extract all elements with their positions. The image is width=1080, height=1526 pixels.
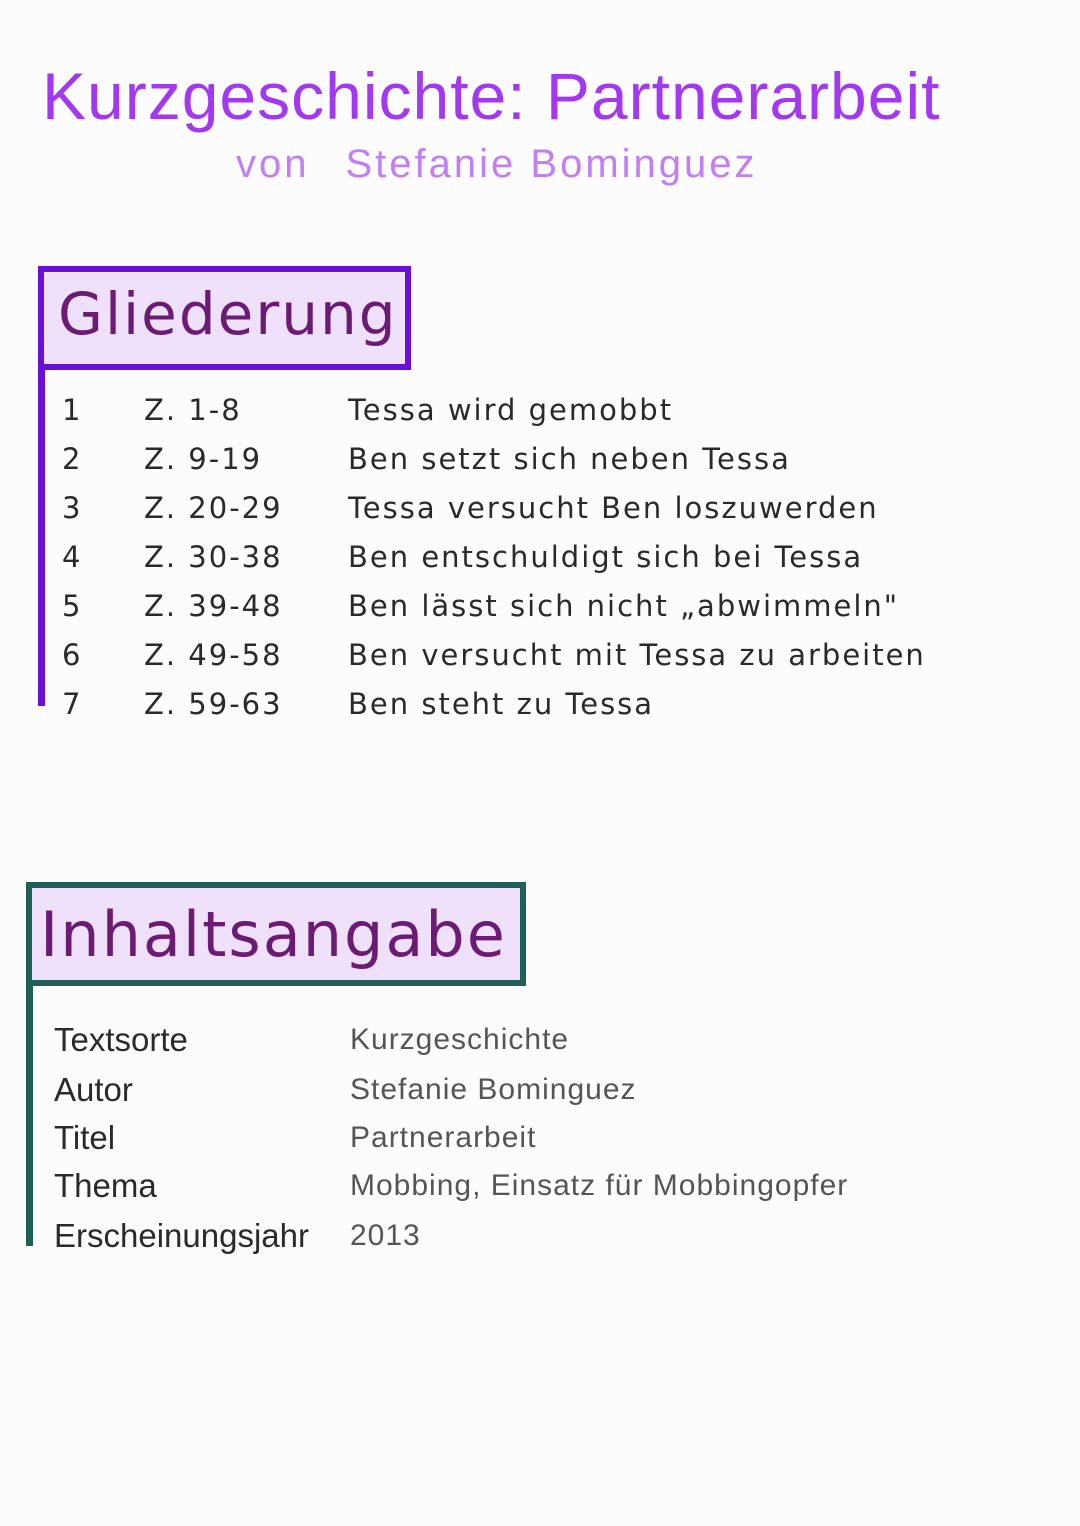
row-lines: Z. 9-19 — [144, 442, 263, 476]
row-text: Tessa versucht Ben loszuwerden — [348, 491, 879, 525]
row-lines: Z. 59-63 — [144, 687, 283, 721]
row-lines: Z. 39-48 — [144, 589, 283, 623]
row-text: Ben entschuldigt sich bei Tessa — [348, 540, 864, 574]
inhaltsangabe-divider — [26, 986, 33, 1246]
row-text: Ben setzt sich neben Tessa — [348, 442, 791, 476]
row-text: Ben lässt sich nicht „abwimmeln" — [348, 589, 900, 623]
row-number: 1 — [62, 393, 83, 427]
gliederung-divider — [38, 370, 45, 706]
row-lines: Z. 30-38 — [144, 540, 283, 574]
subtitle-author: Stefanie Bominguez — [345, 142, 758, 186]
info-value: 2013 — [350, 1219, 421, 1252]
row-number: 3 — [62, 491, 83, 525]
inhaltsangabe-heading-box — [26, 882, 526, 986]
row-text: Ben versucht mit Tessa zu arbeiten — [348, 638, 926, 672]
subtitle-prefix: von — [236, 142, 310, 186]
info-label: Thema — [54, 1167, 157, 1204]
info-value: Kurzgeschichte — [350, 1023, 570, 1056]
row-lines: Z. 20-29 — [144, 491, 283, 525]
row-number: 5 — [62, 589, 83, 623]
info-value: Partnerarbeit — [350, 1121, 537, 1154]
gliederung-heading-box — [38, 266, 411, 370]
page-title: Kurzgeschichte: Partnerarbeit — [42, 59, 941, 133]
row-number: 2 — [62, 442, 83, 476]
gliederung-heading: Gliederung — [58, 280, 398, 348]
page-subtitle — [236, 140, 794, 188]
row-lines: Z. 1-8 — [144, 393, 242, 427]
row-text: Ben steht zu Tessa — [348, 687, 655, 721]
row-number: 4 — [62, 540, 83, 574]
info-label: Textsorte — [54, 1021, 188, 1058]
row-text: Tessa wird gemobbt — [348, 393, 674, 427]
info-label: Autor — [54, 1071, 133, 1108]
info-value: Stefanie Bominguez — [350, 1073, 637, 1106]
inhaltsangabe-heading: Inhaltsangabe — [40, 898, 507, 971]
row-number: 6 — [62, 638, 83, 672]
info-label: Titel — [54, 1119, 116, 1156]
row-lines: Z. 49-58 — [144, 638, 283, 672]
info-value: Mobbing, Einsatz für Mobbingopfer — [350, 1169, 849, 1202]
info-label: Erscheinungsjahr — [54, 1217, 309, 1254]
row-number: 7 — [62, 687, 83, 721]
